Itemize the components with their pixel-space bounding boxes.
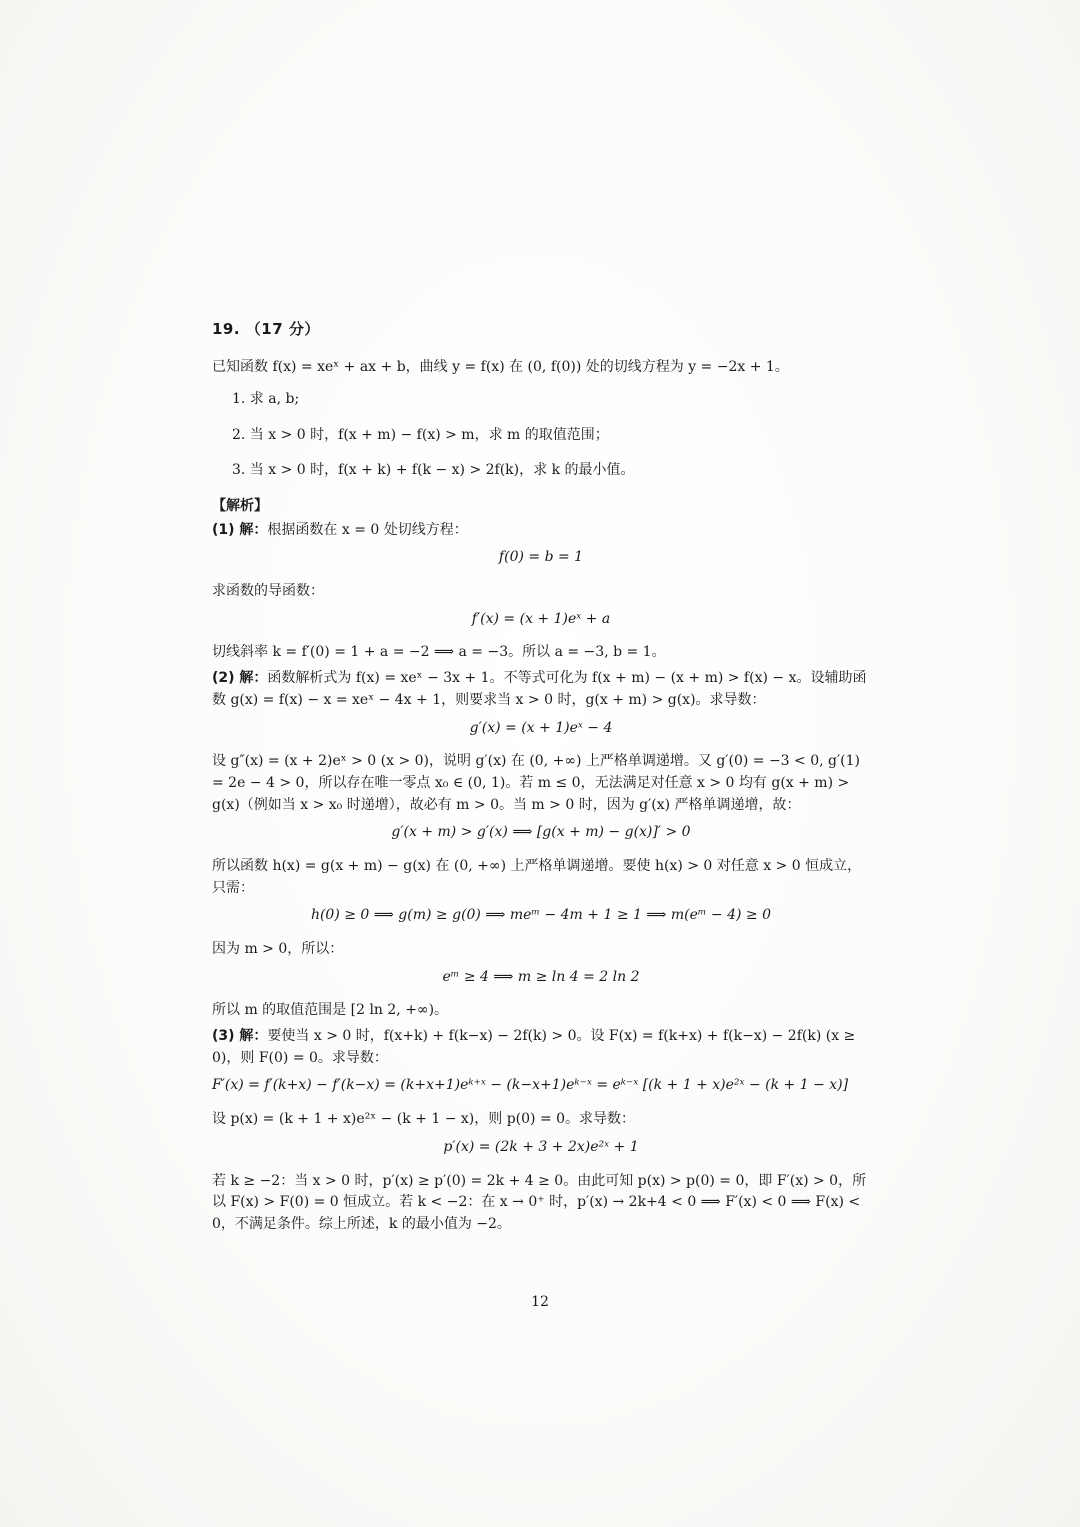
question-3: 3. 当 x > 0 时，f(x + k) + f(k − x) > 2f(k)，求 k 的最小值。: [232, 462, 635, 479]
question-1: 1. 求 a, b;: [232, 390, 300, 407]
page-number: 12: [531, 1294, 549, 1310]
problem-title: 19. （17 分）: [212, 320, 320, 338]
problem-statement: 已知函数 f(x) = xeˣ + ax + b，曲线 y = f(x) 在 (0, f(0)) 处的切线方程为 y = −2x + 1。: [212, 359, 789, 376]
part2-intro: [212, 668, 870, 711]
solution-heading: 【解析】: [212, 498, 268, 514]
document-body: [212, 318, 870, 1240]
part2-lead: (2) 解：: [212, 670, 268, 687]
part2-equation-3: h(0) ≥ 0 ⟹ g(m) ≥ g(0) ⟹ meᵐ − 4m + 1 ≥ 1 ⟹ m(eᵐ − 4) ≥ 0: [310, 907, 772, 924]
part1-text2: 求函数的导函数：: [212, 583, 324, 600]
part3-lead: (3) 解：: [212, 1028, 268, 1045]
part1-intro: [212, 520, 870, 542]
part1-conclusion: 切线斜率 k = f′(0) = 1 + a = −2 ⟹ a = −3。所以 a = −3, b = 1。: [212, 644, 666, 661]
part2-text3: 所以函数 h(x) = g(x + m) − g(x) 在 (0, +∞) 上严格单调递增。要使 h(x) > 0 对任意 x > 0 恒成立，只需：: [212, 857, 862, 896]
part2-equation-2: g′(x + m) > g′(x) ⟹ [g(x + m) − g(x)]′ > 0: [391, 824, 691, 841]
part1-text1: 根据函数在 x = 0 处切线方程：: [267, 521, 468, 538]
part2-equation-1: g′(x) = (x + 1)eˣ − 4: [469, 719, 613, 736]
part3-text2: 设 p(x) = (k + 1 + x)e²ˣ − (k + 1 − x)，则 p(0) = 0。求导数：: [212, 1111, 636, 1128]
part1-lead: (1) 解：: [212, 521, 268, 538]
part3-intro: [212, 1026, 870, 1069]
part3-equation-2: p′(x) = (2k + 3 + 2x)e²ˣ + 1: [443, 1138, 639, 1155]
part2-text1: 函数解析式为 f(x) = xeˣ − 3x + 1。不等式可化为 f(x + m) − (x + m) > f(x) − x。设辅助函数 g(x) = f(x) − x = xeˣ − 4x + 1，则要求当 x > 0 时，g(x + m) > g(x)。求导数：: [212, 670, 867, 708]
part2-conclusion: 所以 m 的取值范围是 [2 ln 2, +∞)。: [212, 1002, 449, 1019]
part3-equation-1: F′(x) = f′(k+x) − f′(k−x) = (k+x+1)eᵏ⁺ˣ − (k−x+1)eᵏ⁻ˣ = eᵏ⁻ˣ [(k + 1 + x)e²ˣ − (k + 1 − x)]: [212, 1077, 849, 1094]
part2-text4: 因为 m > 0，所以：: [212, 941, 344, 957]
part2-text2: 设 g″(x) = (x + 2)eˣ > 0 (x > 0)，说明 g′(x) 在 (0, +∞) 上严格单调递增。又 g′(0) = −3 < 0, g′(1) = 2e − 4 > 0，所以存在唯一零点 x₀ ∈ (0, 1)。若 m ≤ 0，无法满足对任意 x > 0 均有 g(x + m) > g(x)（例如当 x > x₀ 时递增），故必有 m > 0。当 m > 0 时，因为 g′(x) 严格单调递增，故：: [212, 753, 860, 813]
part1-equation-2: f′(x) = (x + 1)eˣ + a: [471, 610, 611, 627]
part3-text1: 要使当 x > 0 时，f(x+k) + f(k−x) − 2f(k) > 0。设 F(x) = f(k+x) + f(k−x) − 2f(k) (x ≥ 0)，则 F(0) = 0。求导数：: [212, 1028, 856, 1066]
part3-conclusion: 若 k ≥ −2：当 x > 0 时，p′(x) ≥ p′(0) = 2k + 4 ≥ 0。由此可知 p(x) > p(0) = 0，即 F′(x) > 0，所以 F(x) > F(0) = 0 恒成立。若 k < −2：在 x → 0⁺ 时，p′(x) → 2k+4 < 0 ⟹ F′(x) < 0 ⟹ F(x) < 0，不满足条件。综上所述，k 的最小值为 −2。: [212, 1172, 867, 1232]
question-2: 2. 当 x > 0 时，f(x + m) − f(x) > m，求 m 的取值范围；: [232, 426, 609, 443]
part1-equation-1: f(0) = b = 1: [498, 549, 584, 566]
part2-equation-4: eᵐ ≥ 4 ⟹ m ≥ ln 4 = 2 ln 2: [442, 968, 640, 985]
